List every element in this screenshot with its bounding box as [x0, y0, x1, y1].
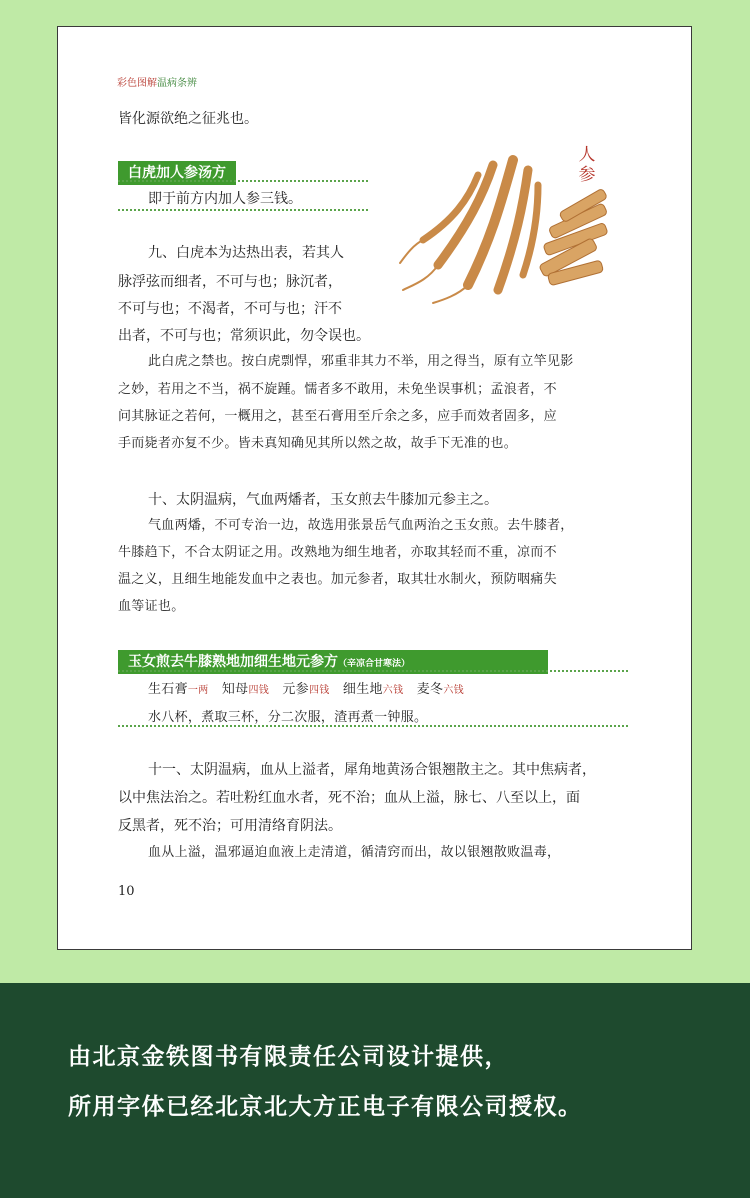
herb-name-5: 麦冬	[416, 682, 444, 697]
herb-list	[148, 676, 464, 705]
p11-line-3: 反黑者，死不治；可用清络育阴法。	[118, 818, 342, 834]
herb-name-3: 元参	[282, 682, 309, 697]
p9c-line-4: 手而毙者亦复不少。皆未真知确见其所以然之故，故手下无准的也。	[118, 436, 518, 451]
p9-line-3: 不可与也；不渴者，不可与也；汗不	[118, 301, 342, 317]
p11-line-2: 以中焦法治之。若吐粉红血水者，死不治；血从上溢，脉七、八至以上，面	[118, 790, 580, 806]
section2-title: 玉女煎去牛膝熟地加细生地元参方	[128, 654, 338, 670]
section1-divider-top	[118, 180, 368, 182]
herb-name-4: 细生地	[342, 682, 383, 697]
p11-line-1: 十一、太阴温病，血从上溢者，犀角地黄汤合银翘散主之。其中焦病者，	[148, 762, 596, 778]
herb-dose-4: 六钱	[382, 685, 404, 696]
section2-divider-bottom	[118, 725, 628, 727]
running-head-part2: 温病条辨	[157, 78, 197, 89]
section1-divider-bottom	[118, 209, 368, 211]
text-line-1: 皆化源欲绝之征兆也。	[118, 111, 258, 127]
herb-dose-1: 一两	[187, 685, 209, 696]
p9-line-1: 九、白虎本为达热出表，若其人	[148, 245, 344, 261]
herb-name-1: 生石膏	[148, 682, 188, 697]
p10c-line-1: 气血两燔，不可专治一边，故选用张景岳气血两治之玉女煎。去牛膝者，	[148, 518, 574, 533]
herb-label: 人参	[578, 145, 596, 185]
book-page	[57, 26, 692, 950]
herb-dose-3: 四钱	[308, 685, 330, 696]
section1-title: 白虎加人参汤方	[118, 161, 236, 185]
herb-dose-5: 六钱	[443, 685, 464, 696]
section2-method: 水八杯，煮取三杯，分二次服，渣再煮一钟服。	[148, 710, 428, 725]
p11c-line-1: 血从上溢，温邪逼迫血液上走清道，循清窍而出，故以银翘散败温毒，	[148, 845, 561, 860]
footer-banner	[0, 983, 750, 1198]
footer-line-2: 所用字体已经北京北大方正电子有限公司授权。	[68, 1094, 583, 1120]
p9-line-4: 出者，不可与也；常须识此，勿令误也。	[118, 328, 370, 344]
herb-dose-2: 四钱	[248, 685, 270, 696]
section2-subtitle: （辛凉合甘寒法）	[338, 659, 411, 669]
p9c-line-1: 此白虎之禁也。按白虎剽悍，邪重非其力不举，用之得当，原有立竿见影	[148, 354, 574, 369]
running-head-part1: 彩色图解	[117, 78, 157, 89]
p10c-line-3: 温之义，且细生地能发血中之表也。加元参者，取其壮水制火，预防咽痛失	[118, 572, 557, 587]
p10-line: 十、太阴温病，气血两燔者，玉女煎去牛膝加元参主之。	[148, 492, 498, 508]
herb-name-2: 知母	[221, 682, 249, 697]
p9c-line-3: 问其脉证之若何，一概用之，甚至石膏用至斤余之多，应手而效者固多，应	[118, 409, 557, 424]
page-number: 10	[118, 884, 135, 899]
footer-line-1: 由北京金铁图书有限责任公司设计提供，	[68, 1044, 509, 1070]
p10c-line-2: 牛膝趋下，不合太阴证之用。改熟地为细生地者，亦取其轻而不重，凉而不	[118, 545, 557, 560]
p9c-line-2: 之妙，若用之不当，祸不旋踵。懦者多不敢用，未免坐误事机；孟浪者，不	[118, 382, 557, 397]
running-head	[117, 74, 197, 89]
section2-divider-top	[118, 670, 628, 672]
p10c-line-4: 血等证也。	[118, 599, 185, 614]
section1-body: 即于前方内加人参三钱。	[148, 191, 302, 207]
p9-line-2: 脉浮弦而细者，不可与也；脉沉者，	[118, 274, 342, 290]
